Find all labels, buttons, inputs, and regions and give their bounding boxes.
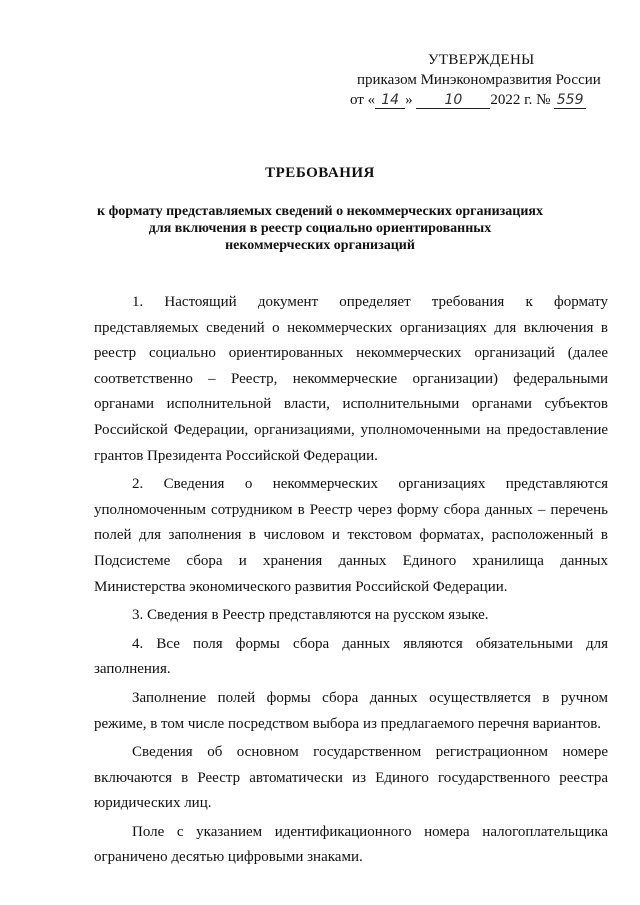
- handwritten-month: 10: [416, 92, 490, 109]
- paragraph-3: 3. Сведения в Реестр представляются на русском языке.: [132, 607, 489, 624]
- approval-title: УТВЕРЖДЕНЫ: [428, 52, 535, 68]
- date-year: 2022 г. №: [490, 92, 551, 108]
- date-prefix: от «: [350, 92, 376, 108]
- subtitle-line: некоммерческих организаций: [225, 238, 415, 253]
- document-body: [94, 290, 608, 871]
- approval-order: приказом Минэкономразвития России: [357, 72, 601, 88]
- subtitle-line: к формату представляемых сведений о некоммерческих организациях: [97, 204, 543, 219]
- paragraph-7: Поле с указанием идентификационного номера налогоплательщика ограничено десятью цифровыми знаками.: [94, 823, 608, 866]
- paragraph-4: 4. Все поля формы сбора данных являются обязательными для заполнения.: [94, 635, 608, 678]
- paragraph-1: 1. Настоящий документ определяет требования к формату представляемых сведений о некоммерческих организациях для включения в реестр социально ориентированных некоммерческих организаций (далее соответственно – Реестр, некоммерческие организации) федеральными органами исполнительной власти, исполнительными органами субъектов Российской Федерации, организациями, уполномоченными на предоставление грантов Президента Российской Федерации.: [94, 294, 608, 464]
- approval-date-line: [350, 90, 586, 110]
- handwritten-number: 559: [554, 92, 586, 109]
- handwritten-day: 14: [375, 92, 405, 109]
- document-title: ТРЕБОВАНИЯ: [265, 165, 375, 181]
- paragraph-2: 2. Сведения о некоммерческих организациях представляются уполномоченным сотрудником в Реестр через форму сбора данных – перечень полей для заполнения в числовом и текстовом форматах, расположенный в Подсистеме сбора и хранения данных Единого хранилища данных Министерства экономического развития Российской Федерации.: [94, 476, 608, 595]
- document-subtitle: [0, 203, 640, 254]
- paragraph-5: Заполнение полей формы сбора данных осуществляется в ручном режиме, в том числе посредством выбора из предлагаемого перечня вариантов.: [94, 689, 608, 732]
- date-mid: »: [405, 92, 413, 108]
- subtitle-line: для включения в реестр социально ориентированных: [148, 221, 492, 236]
- paragraph-6: Сведения об основном государственном регистрационном номере включаются в Реестр автоматически из Единого государственного реестра юридических лиц.: [94, 744, 608, 812]
